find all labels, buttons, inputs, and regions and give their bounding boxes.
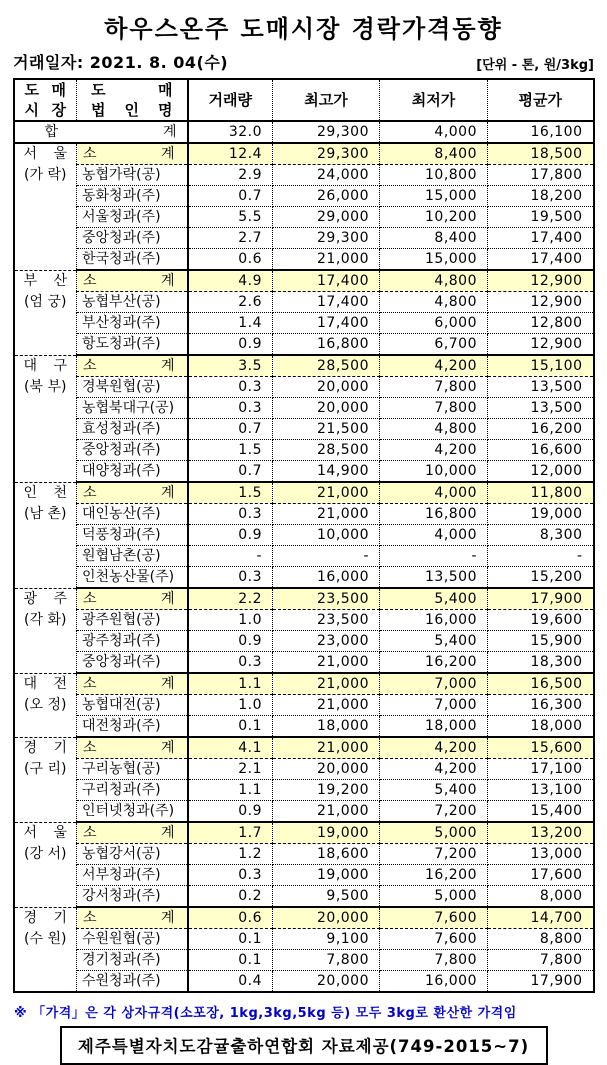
header-market-line2: 시 장 (24, 101, 66, 119)
corporation-name-cell: 경북원협(공) (77, 377, 188, 398)
low-price-cell: 7,800 (380, 377, 488, 398)
table-row (14, 292, 594, 313)
corporation-name-cell: 소 계 (77, 355, 188, 377)
avg-price-cell: 17,600 (488, 865, 594, 886)
avg-price-cell: 17,900 (488, 971, 594, 993)
volume-cell: 2.1 (188, 759, 273, 780)
avg-price-cell: 18,000 (488, 716, 594, 738)
low-price-cell: 16,800 (380, 504, 488, 525)
corporation-name-cell: 소 계 (77, 270, 188, 292)
high-price-cell: 21,000 (273, 504, 380, 525)
volume-cell: 1.5 (188, 482, 273, 504)
avg-price-cell: 12,800 (488, 313, 594, 334)
unit-label: [단위 - 톤, 원/3kg] (476, 58, 594, 73)
low-price-cell: 16,200 (380, 865, 488, 886)
volume-cell: 2.6 (188, 292, 273, 313)
volume-cell: 2.2 (188, 588, 273, 610)
avg-price-cell: 17,400 (488, 249, 594, 271)
table-row (14, 461, 594, 483)
volume-cell: 0.3 (188, 377, 273, 398)
volume-cell: 12.4 (188, 143, 273, 165)
data-source-box: 제주특별자치도감귤출하연합회 자료제공(749-2015~7) (60, 1026, 548, 1065)
avg-price-cell: 13,500 (488, 398, 594, 419)
corporation-name-cell: 수원청과(주) (77, 971, 188, 993)
low-price-cell: 10,200 (380, 207, 488, 228)
high-price-cell: 23,000 (273, 631, 380, 652)
corporation-name-cell: 중앙청과(주) (77, 228, 188, 249)
subtotal-row (14, 673, 594, 695)
market-name: 인 천 (23, 484, 67, 501)
header-row (14, 79, 594, 121)
low-price-cell: 6,000 (380, 313, 488, 334)
header-low-price: 최저가 (380, 79, 488, 121)
high-price-cell: 28,500 (273, 355, 380, 377)
table-row (14, 716, 594, 738)
table-row (14, 759, 594, 780)
low-price-cell: 5,000 (380, 822, 488, 844)
low-price-cell: 4,200 (380, 759, 488, 780)
table-row (14, 971, 594, 993)
info-row (13, 50, 594, 73)
low-price-cell: 5,400 (380, 588, 488, 610)
grand-total-volume: 32.0 (188, 121, 273, 143)
low-price-cell: 6,700 (380, 334, 488, 356)
high-price-cell: 17,400 (273, 270, 380, 292)
avg-price-cell: 12,000 (488, 461, 594, 483)
table-row (14, 313, 594, 334)
table-row (14, 334, 594, 356)
avg-price-cell: 18,500 (488, 143, 594, 165)
high-price-cell: 17,400 (273, 292, 380, 313)
low-price-cell: 4,000 (380, 482, 488, 504)
high-price-cell: 9,100 (273, 929, 380, 950)
market-name: 광 주 (23, 590, 67, 607)
market-cell (14, 588, 77, 673)
low-price-cell: 5,400 (380, 780, 488, 801)
corporation-name-cell: 부산청과(주) (77, 313, 188, 334)
avg-price-cell: 16,600 (488, 440, 594, 461)
high-price-cell: 24,000 (273, 165, 380, 186)
low-price-cell: 16,000 (380, 610, 488, 631)
corporation-name-cell: 중앙청과(주) (77, 652, 188, 674)
avg-price-cell: 7,800 (488, 950, 594, 971)
volume-cell: 0.7 (188, 419, 273, 440)
high-price-cell: 29,300 (273, 228, 380, 249)
low-price-cell: 8,400 (380, 143, 488, 165)
avg-price-cell: 12,900 (488, 292, 594, 313)
avg-price-cell: 17,400 (488, 228, 594, 249)
table-row (14, 929, 594, 950)
table-row (14, 950, 594, 971)
high-price-cell: 21,000 (273, 695, 380, 716)
market-branch: (가 락) (24, 167, 67, 183)
high-price-cell: 21,500 (273, 419, 380, 440)
avg-price-cell: 14,700 (488, 907, 594, 929)
low-price-cell: - (380, 546, 488, 567)
avg-price-cell: 15,900 (488, 631, 594, 652)
high-price-cell: 18,600 (273, 844, 380, 865)
high-price-cell: 18,000 (273, 716, 380, 738)
high-price-cell: 21,000 (273, 482, 380, 504)
table-row (14, 165, 594, 186)
volume-cell: 0.9 (188, 334, 273, 356)
corporation-name-cell: 인천농산물(주) (77, 567, 188, 589)
high-price-cell: 21,000 (273, 652, 380, 674)
market-name: 경 기 (23, 909, 67, 926)
table-row (14, 695, 594, 716)
avg-price-cell: 17,800 (488, 165, 594, 186)
volume-cell: 0.4 (188, 971, 273, 993)
low-price-cell: 4,800 (380, 419, 488, 440)
page-title: 하우스온주 도매시장 경락가격동향 (104, 15, 503, 43)
market-cell (14, 737, 77, 822)
header-corp-line1: 도 매 (91, 81, 173, 99)
table-row (14, 440, 594, 461)
volume-cell: 0.3 (188, 567, 273, 589)
high-price-cell: 19,000 (273, 822, 380, 844)
volume-cell: 1.7 (188, 822, 273, 844)
corporation-name-cell: 서울청과(주) (77, 207, 188, 228)
corporation-name-cell: 서부청과(주) (77, 865, 188, 886)
high-price-cell: 28,500 (273, 440, 380, 461)
avg-price-cell: 16,500 (488, 673, 594, 695)
low-price-cell: 13,500 (380, 567, 488, 589)
table-row (14, 228, 594, 249)
high-price-cell: 20,000 (273, 759, 380, 780)
high-price-cell: 7,800 (273, 950, 380, 971)
corporation-name-cell: 덕풍청과(주) (77, 525, 188, 546)
corporation-name-cell: 인터넷청과(주) (77, 801, 188, 823)
high-price-cell: 19,200 (273, 780, 380, 801)
volume-cell: 4.9 (188, 270, 273, 292)
market-branch: (구 리) (24, 760, 67, 777)
volume-cell: - (188, 546, 273, 567)
low-price-cell: 5,400 (380, 631, 488, 652)
corporation-name-cell: 원협남촌(공) (77, 546, 188, 567)
table-row (14, 780, 594, 801)
grand-total-label: 합 계 (14, 121, 188, 143)
market-branch: (각 화) (24, 611, 67, 628)
corporation-name-cell: 광주청과(주) (77, 631, 188, 652)
table-row (14, 631, 594, 652)
corporation-name-cell: 효성청과(주) (77, 419, 188, 440)
table-row (14, 207, 594, 228)
volume-cell: 1.1 (188, 673, 273, 695)
market-name: 경 기 (23, 739, 67, 756)
volume-cell: 0.9 (188, 525, 273, 546)
avg-price-cell: 15,400 (488, 801, 594, 823)
grand-total-avg: 16,100 (488, 121, 594, 143)
table-row (14, 652, 594, 674)
header-avg-price: 평균가 (488, 79, 594, 121)
volume-cell: 0.1 (188, 716, 273, 738)
avg-price-cell: 8,300 (488, 525, 594, 546)
volume-cell: 4.1 (188, 737, 273, 759)
low-price-cell: 16,200 (380, 652, 488, 674)
low-price-cell: 4,000 (380, 525, 488, 546)
market-branch: (엄 궁) (24, 293, 67, 310)
volume-cell: 0.3 (188, 504, 273, 525)
subtotal-row (14, 143, 594, 165)
avg-price-cell: 18,300 (488, 652, 594, 674)
corporation-name-cell: 농협대전(공) (77, 695, 188, 716)
high-price-cell: - (273, 546, 380, 567)
high-price-cell: 9,500 (273, 886, 380, 908)
high-price-cell: 29,300 (273, 143, 380, 165)
avg-price-cell: 11,800 (488, 482, 594, 504)
avg-price-cell: 13,500 (488, 377, 594, 398)
corporation-name-cell: 농협가락(공) (77, 165, 188, 186)
avg-price-cell: 8,800 (488, 929, 594, 950)
table-row (14, 398, 594, 419)
avg-price-cell: 19,500 (488, 207, 594, 228)
table-row (14, 419, 594, 440)
corporation-name-cell: 소 계 (77, 588, 188, 610)
low-price-cell: 16,000 (380, 971, 488, 993)
market-cell (14, 907, 77, 992)
avg-price-cell: 15,200 (488, 567, 594, 589)
corporation-name-cell: 강서청과(주) (77, 886, 188, 908)
low-price-cell: 8,400 (380, 228, 488, 249)
avg-price-cell: 19,000 (488, 504, 594, 525)
corporation-name-cell: 구리청과(주) (77, 780, 188, 801)
volume-cell: 0.3 (188, 652, 273, 674)
high-price-cell: 23,500 (273, 610, 380, 631)
corporation-name-cell: 수원원협(공) (77, 929, 188, 950)
subtotal-row (14, 355, 594, 377)
volume-cell: 2.9 (188, 165, 273, 186)
corporation-name-cell: 경기청과(주) (77, 950, 188, 971)
table-row (14, 504, 594, 525)
corporation-name-cell: 대양청과(주) (77, 461, 188, 483)
corporation-name-cell: 광주원협(공) (77, 610, 188, 631)
volume-cell: 3.5 (188, 355, 273, 377)
corporation-name-cell: 농협부산(공) (77, 292, 188, 313)
corporation-name-cell: 항도청과(주) (77, 334, 188, 356)
corporation-name-cell: 소 계 (77, 907, 188, 929)
low-price-cell: 7,800 (380, 950, 488, 971)
table-row (14, 567, 594, 589)
high-price-cell: 29,000 (273, 207, 380, 228)
market-branch: (수 원) (24, 930, 67, 947)
avg-price-cell: 19,600 (488, 610, 594, 631)
header-volume: 거래량 (188, 79, 273, 121)
low-price-cell: 7,200 (380, 844, 488, 865)
avg-price-cell: 18,200 (488, 186, 594, 207)
low-price-cell: 15,000 (380, 249, 488, 271)
high-price-cell: 26,000 (273, 186, 380, 207)
market-cell (14, 673, 77, 737)
corporation-name-cell: 대전청과(주) (77, 716, 188, 738)
table-header (14, 79, 594, 121)
trade-date-label: 거래일자: 2021. 8. 04(수) (13, 53, 229, 72)
volume-cell: 0.6 (188, 907, 273, 929)
market-cell (14, 270, 77, 355)
market-branch: (강 서) (24, 845, 67, 862)
table-row (14, 886, 594, 908)
subtotal-row (14, 588, 594, 610)
avg-price-cell: 8,000 (488, 886, 594, 908)
corporation-name-cell: 중앙청과(주) (77, 440, 188, 461)
market-name: 대 구 (23, 357, 67, 374)
grand-total-low: 4,000 (380, 121, 488, 143)
market-branch: (오 정) (24, 696, 67, 713)
avg-price-cell: - (488, 546, 594, 567)
avg-price-cell: 12,900 (488, 270, 594, 292)
avg-price-cell: 15,100 (488, 355, 594, 377)
low-price-cell: 7,000 (380, 695, 488, 716)
high-price-cell: 21,000 (273, 801, 380, 823)
high-price-cell: 19,000 (273, 865, 380, 886)
subtotal-row (14, 270, 594, 292)
low-price-cell: 10,000 (380, 461, 488, 483)
volume-cell: 0.3 (188, 865, 273, 886)
low-price-cell: 4,800 (380, 292, 488, 313)
volume-cell: 1.0 (188, 695, 273, 716)
volume-cell: 0.2 (188, 886, 273, 908)
corporation-name-cell: 농협강서(공) (77, 844, 188, 865)
low-price-cell: 7,800 (380, 398, 488, 419)
high-price-cell: 20,000 (273, 398, 380, 419)
subtotal-row (14, 822, 594, 844)
low-price-cell: 7,600 (380, 929, 488, 950)
table-row (14, 865, 594, 886)
low-price-cell: 4,200 (380, 737, 488, 759)
low-price-cell: 10,800 (380, 165, 488, 186)
table-row (14, 844, 594, 865)
volume-cell: 2.7 (188, 228, 273, 249)
low-price-cell: 7,200 (380, 801, 488, 823)
high-price-cell: 16,800 (273, 334, 380, 356)
volume-cell: 1.1 (188, 780, 273, 801)
volume-cell: 1.4 (188, 313, 273, 334)
corporation-name-cell: 소 계 (77, 737, 188, 759)
avg-price-cell: 13,000 (488, 844, 594, 865)
volume-cell: 0.9 (188, 631, 273, 652)
avg-price-cell: 15,600 (488, 737, 594, 759)
volume-cell: 0.7 (188, 461, 273, 483)
volume-cell: 0.6 (188, 249, 273, 271)
low-price-cell: 4,800 (380, 270, 488, 292)
high-price-cell: 16,000 (273, 567, 380, 589)
price-conversion-note: ※ 「가격」은 각 상자규격(소포장, 1kg,3kg,5kg 등) 모두 3kg로 환산한 가격임 (14, 1006, 517, 1021)
market-name: 서 울 (23, 146, 67, 162)
low-price-cell: 4,200 (380, 440, 488, 461)
high-price-cell: 20,000 (273, 907, 380, 929)
volume-cell: 1.0 (188, 610, 273, 631)
avg-price-cell: 17,900 (488, 588, 594, 610)
table-row (14, 377, 594, 398)
corporation-name-cell: 대인농산(주) (77, 504, 188, 525)
low-price-cell: 5,000 (380, 886, 488, 908)
market-cell (14, 143, 77, 270)
low-price-cell: 7,000 (380, 673, 488, 695)
low-price-cell: 7,600 (380, 907, 488, 929)
header-corporation (77, 79, 188, 121)
high-price-cell: 23,500 (273, 588, 380, 610)
high-price-cell: 21,000 (273, 249, 380, 271)
corporation-name-cell: 소 계 (77, 482, 188, 504)
high-price-cell: 21,000 (273, 737, 380, 759)
high-price-cell: 14,900 (273, 461, 380, 483)
volume-cell: 0.9 (188, 801, 273, 823)
grand-total-row (14, 121, 594, 143)
header-corp-line2: 법 인 명 (91, 101, 173, 119)
volume-cell: 0.1 (188, 950, 273, 971)
subtotal-row (14, 737, 594, 759)
high-price-cell: 10,000 (273, 525, 380, 546)
table-row (14, 801, 594, 823)
corporation-name-cell: 소 계 (77, 673, 188, 695)
table-row (14, 186, 594, 207)
volume-cell: 0.3 (188, 398, 273, 419)
table-row (14, 546, 594, 567)
corporation-name-cell: 소 계 (77, 822, 188, 844)
market-cell (14, 822, 77, 907)
avg-price-cell: 13,100 (488, 780, 594, 801)
market-cell (14, 355, 77, 482)
table-row (14, 249, 594, 271)
subtotal-row (14, 907, 594, 929)
avg-price-cell: 16,300 (488, 695, 594, 716)
grand-total-high: 29,300 (273, 121, 380, 143)
high-price-cell: 17,400 (273, 313, 380, 334)
volume-cell: 1.5 (188, 440, 273, 461)
market-cell (14, 482, 77, 588)
avg-price-cell: 13,200 (488, 822, 594, 844)
avg-price-cell: 16,200 (488, 419, 594, 440)
header-market-line1: 도 매 (24, 81, 66, 99)
volume-cell: 0.1 (188, 929, 273, 950)
high-price-cell: 20,000 (273, 377, 380, 398)
table-body (14, 121, 594, 992)
table-row (14, 610, 594, 631)
corporation-name-cell: 한국청과(주) (77, 249, 188, 271)
corporation-name-cell: 동화청과(주) (77, 186, 188, 207)
corporation-name-cell: 소 계 (77, 143, 188, 165)
table-row (14, 525, 594, 546)
volume-cell: 5.5 (188, 207, 273, 228)
price-table (13, 78, 595, 993)
header-high-price: 최고가 (273, 79, 380, 121)
subtotal-row (14, 482, 594, 504)
volume-cell: 0.7 (188, 186, 273, 207)
corporation-name-cell: 구리농협(공) (77, 759, 188, 780)
market-name: 대 전 (23, 675, 67, 692)
high-price-cell: 21,000 (273, 673, 380, 695)
market-branch: (남 촌) (24, 505, 67, 522)
market-name: 부 산 (23, 272, 67, 289)
low-price-cell: 15,000 (380, 186, 488, 207)
corporation-name-cell: 농협북대구(공) (77, 398, 188, 419)
low-price-cell: 4,200 (380, 355, 488, 377)
header-market (14, 79, 77, 121)
market-name: 서 울 (23, 824, 67, 841)
high-price-cell: 20,000 (273, 971, 380, 993)
avg-price-cell: 12,900 (488, 334, 594, 356)
volume-cell: 1.2 (188, 844, 273, 865)
market-branch: (북 부) (24, 378, 67, 395)
avg-price-cell: 17,100 (488, 759, 594, 780)
low-price-cell: 18,000 (380, 716, 488, 738)
